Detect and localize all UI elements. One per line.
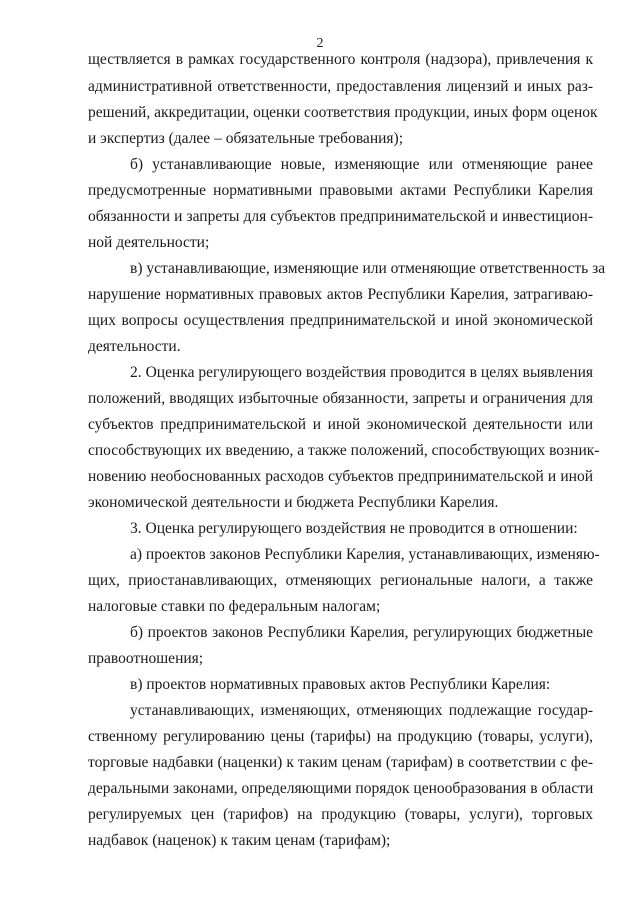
text-line: решений, аккредитации, оценки соответствия продукции, иных форм оценок xyxy=(88,104,598,121)
text-line: торговые надбавки (наценки) к таким ценам (тарифам) в соответствии с фе- xyxy=(88,754,593,771)
text-line: в) проектов нормативных правовых актов Республики Карелия: xyxy=(130,676,551,693)
text-line: деятельности. xyxy=(88,338,181,355)
text-line: 3. Оценка регулирующего воздействия не проводится в отношении: xyxy=(130,520,578,537)
text-line: деральными законами, определяющими порядок ценообразования в области xyxy=(88,780,594,797)
text-line: 2. Оценка регулирующего воздействия проводится в целях выявления xyxy=(130,364,593,381)
text-line: б) проектов законов Республики Карелия, регулирующих бюджетные xyxy=(130,624,593,641)
text-line: в) устанавливающие, изменяющие или отменяющие ответственность за xyxy=(130,260,606,277)
text-line: экономической деятельности и бюджета Республики Карелия. xyxy=(88,494,499,511)
text-line: б) устанавливающие новые, изменяющие или отменяющие ранее xyxy=(130,156,593,173)
text-line: обязанности и запреты для субъектов предпринимательской и инвестицион- xyxy=(88,208,593,225)
text-line: щих вопросы осуществления предпринимательской и иной экономической xyxy=(88,312,593,329)
text-line: предусмотренные нормативными правовыми актами Республики Карелия xyxy=(88,182,593,199)
text-line: положений, вводящих избыточные обязанности, запреты и ограничения для xyxy=(88,390,593,407)
text-line: новению необоснованных расходов субъектов предпринимательской и иной xyxy=(88,468,593,485)
text-line: регулируемых цен (тарифов) на продукцию (товары, услуги), торговых xyxy=(88,806,593,823)
text-line: устанавливающих, изменяющих, отменяющих подлежащие государ- xyxy=(130,702,593,719)
text-line: нарушение нормативных правовых актов Республики Карелия, затрагиваю- xyxy=(88,286,593,303)
text-line: и экспертиз (далее – обязательные требования); xyxy=(88,130,404,147)
text-line: щих, приостанавливающих, отменяющих региональные налоги, а также xyxy=(88,572,593,589)
text-line: надбавок (наценок) к таким ценам (тарифам); xyxy=(88,832,391,849)
text-line: ственному регулированию цены (тарифы) на продукцию (товары, услуги), xyxy=(88,728,593,745)
text-line: административной ответственности, предоставления лицензий и иных раз- xyxy=(88,78,593,95)
text-line: ществляется в рамках государственного контроля (надзора), привлечения к xyxy=(88,51,593,68)
text-line: способствующих их введению, а также положений, способствующих возник- xyxy=(88,442,600,459)
page-number: 2 xyxy=(316,36,324,51)
text-line: субъектов предпринимательской и иной экономической деятельности или xyxy=(88,416,593,433)
text-line: правоотношения; xyxy=(88,650,204,667)
text-line: а) проектов законов Республики Карелия, устанавливающих, изменяю- xyxy=(130,546,600,563)
text-line: ной деятельности; xyxy=(88,234,210,251)
text-line: налоговые ставки по федеральным налогам; xyxy=(88,598,381,615)
